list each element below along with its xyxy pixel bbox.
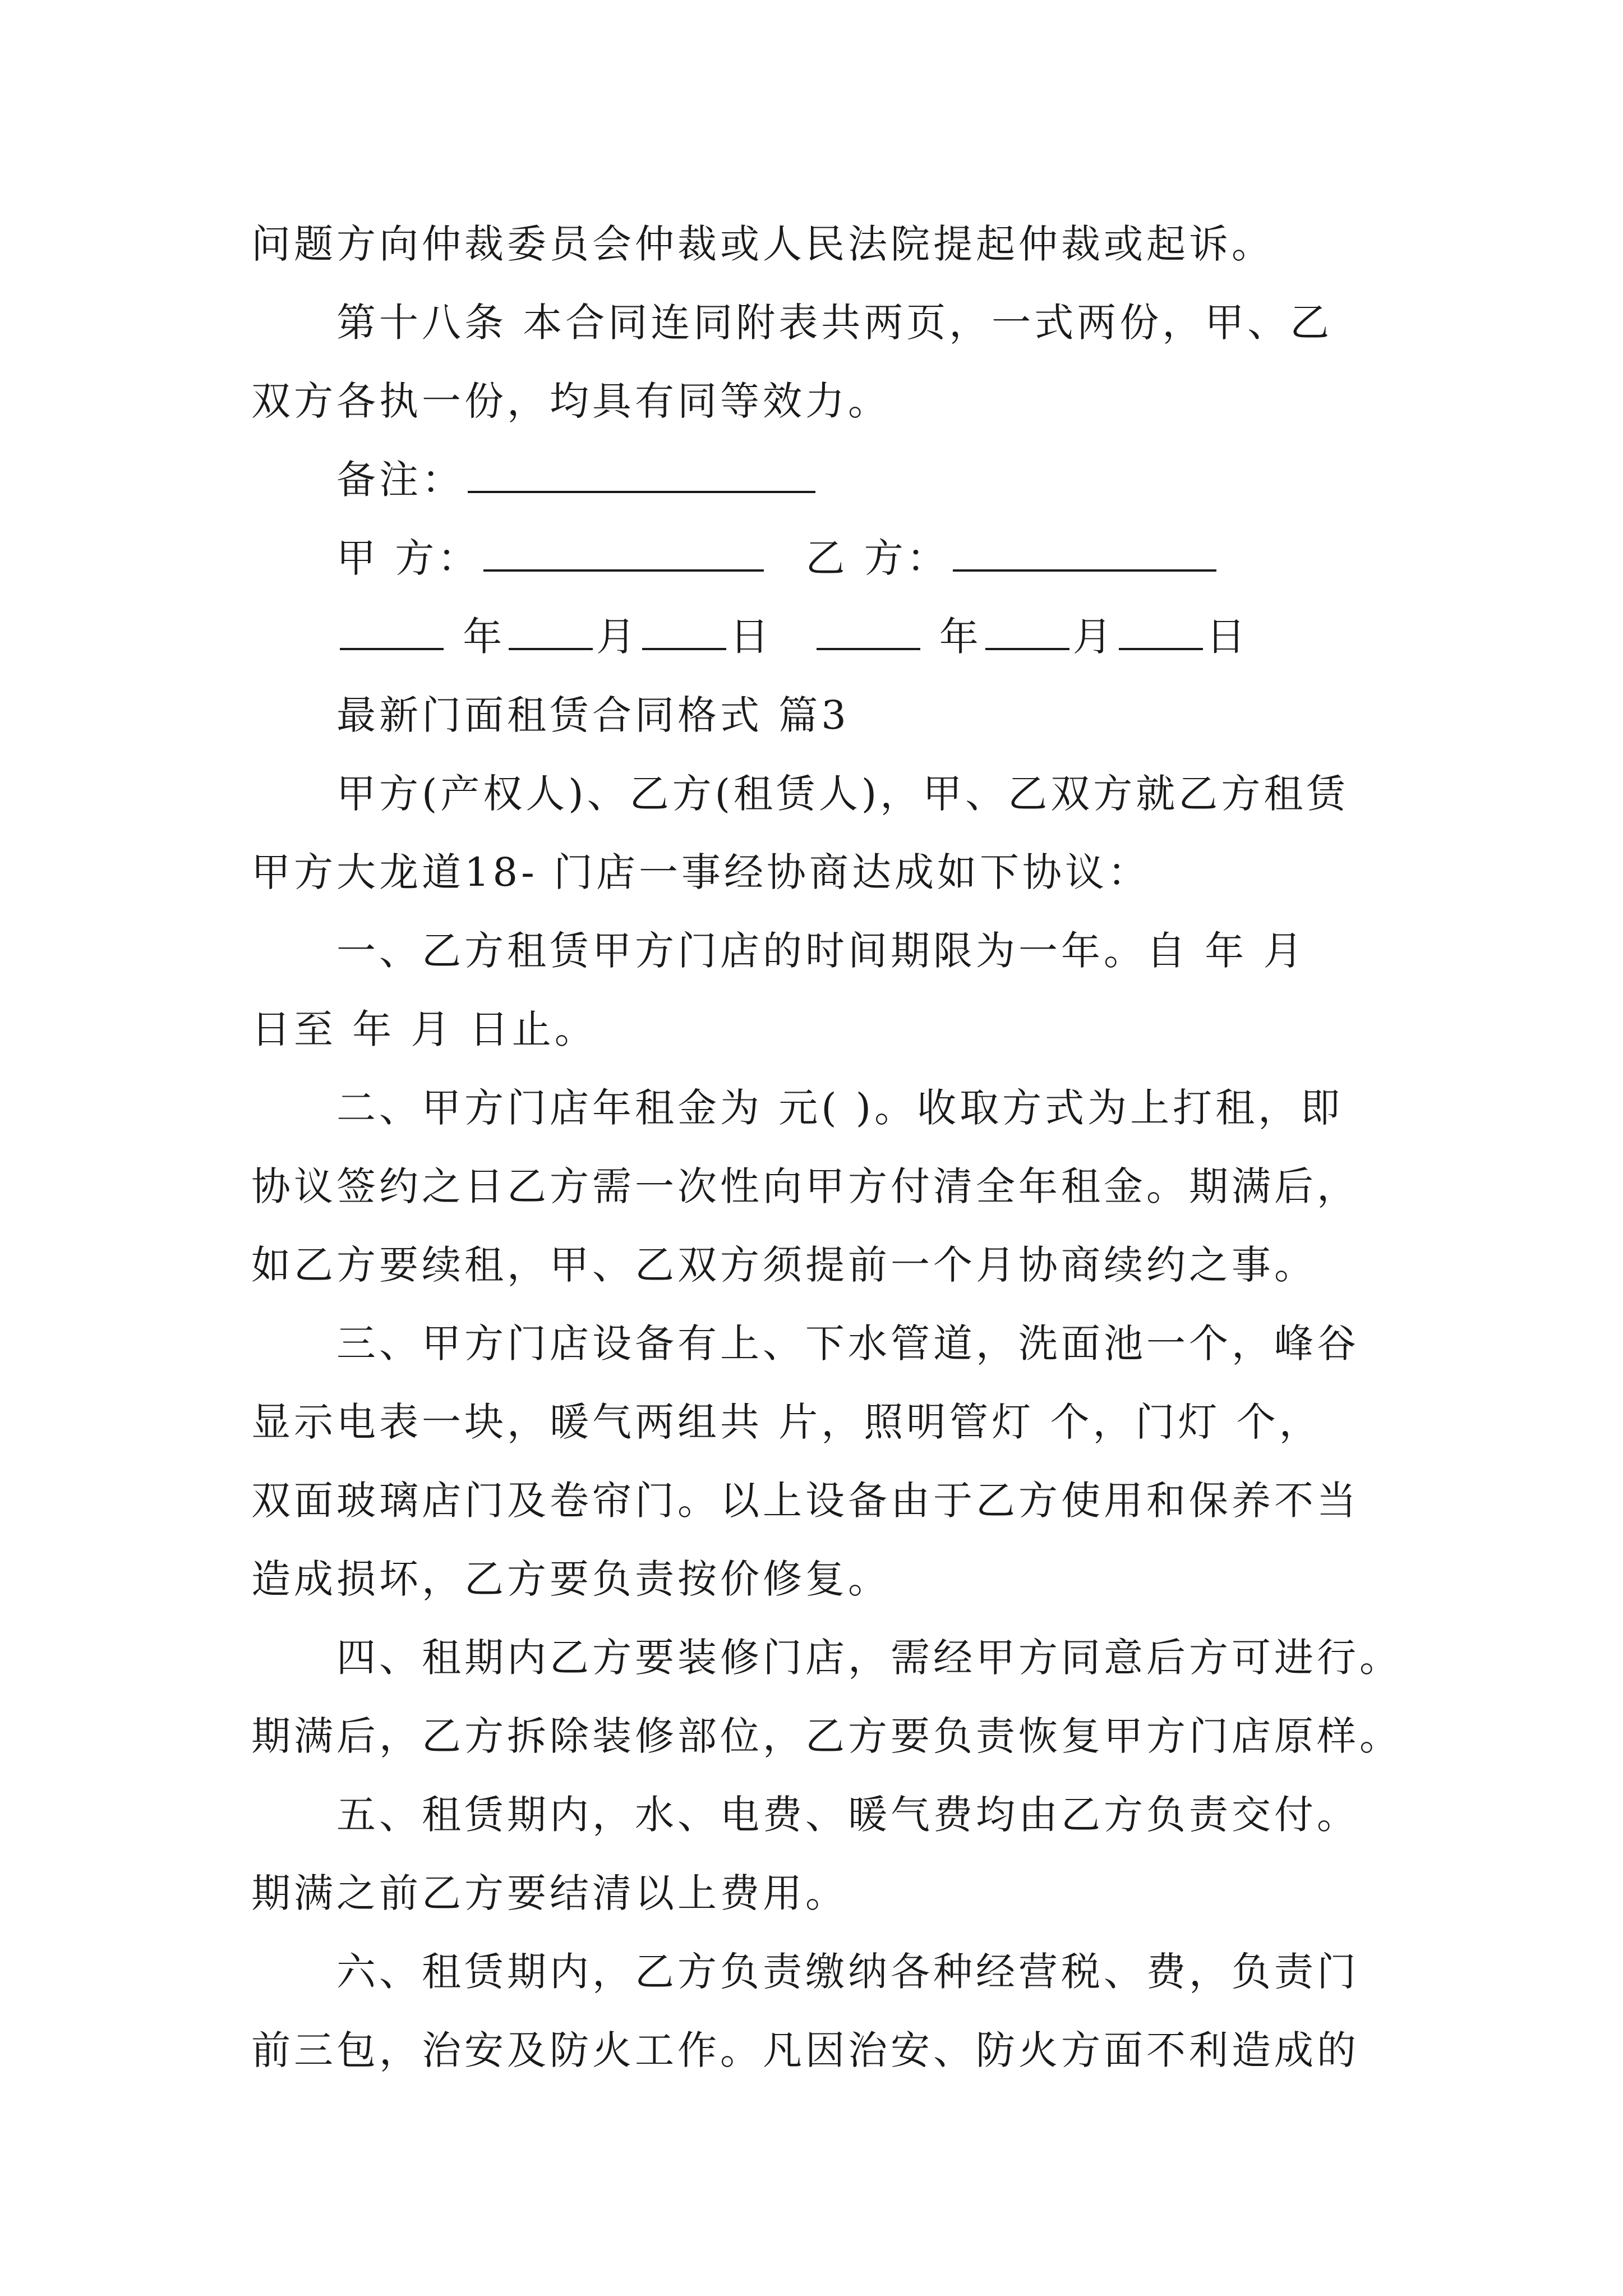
- body-line: 协议签约之日乙方需一次性向甲方付清全年租金。期满后，: [251, 1163, 1359, 1209]
- body-line: 显示电表一块，暖气两组共 片，照明管灯 个，门灯 个，: [251, 1399, 1322, 1445]
- month-label-b: 月: [1072, 614, 1115, 660]
- year-blank-a: [340, 609, 444, 650]
- body-line: 五、租赁期内，水、电费、暖气费均由乙方负责交付。: [336, 1792, 1359, 1838]
- party-b-blank: [953, 530, 1216, 572]
- section-heading: 最新门面租赁合同格式 篇3: [336, 692, 850, 738]
- signature-row: [336, 527, 1220, 589]
- body-line: 造成损坏，乙方要负责按价修复。: [251, 1556, 891, 1602]
- body-line: 二、甲方门店年租金为 元( )。收取方式为上打租，即: [336, 1085, 1344, 1131]
- body-line: 四、租期内乙方要装修门店，需经甲方同意后方可进行。: [336, 1635, 1402, 1681]
- year-blank-b: [817, 609, 920, 650]
- body-line: 甲方大龙道18- 门店一事经协商达成如下协议：: [251, 849, 1150, 895]
- party-a-blank: [483, 530, 764, 572]
- body-line: 甲方(产权人)、乙方(租赁人)，甲、乙双方就乙方租赁: [336, 771, 1349, 817]
- month-label-a: 月: [596, 614, 639, 660]
- day-label-a: 日: [730, 614, 773, 660]
- text-line-3: 双方各执一份，均具有同等效力。: [251, 378, 891, 424]
- body-line: 如乙方要续租，甲、乙双方须提前一个月协商续约之事。: [251, 1242, 1317, 1288]
- body-line: 前三包，治安及防火工作。凡因治安、防火方面不利造成的: [251, 2027, 1359, 2073]
- body-line: 一、乙方租赁甲方门店的时间期限为一年。自 年 月: [336, 928, 1306, 974]
- body-line: 双面玻璃店门及卷帘门。以上设备由于乙方使用和保养不当: [251, 1478, 1359, 1524]
- body-line: 期满后，乙方拆除装修部位，乙方要负责恢复甲方门店原样。: [251, 1713, 1402, 1759]
- body-line: 日至 年 月 日止。: [251, 1006, 597, 1052]
- body-line: 三、甲方门店设备有上、下水管道，洗面池一个，峰谷: [336, 1320, 1359, 1366]
- day-blank-a: [642, 609, 726, 650]
- body-line: 六、租赁期内，乙方负责缴纳各种经营税、费，负责门: [336, 1949, 1359, 1995]
- month-blank-a: [509, 609, 593, 650]
- text-line-1: 问题方向仲裁委员会仲裁或人民法院提起仲裁或起诉。: [251, 221, 1274, 267]
- year-label-a: 年: [463, 614, 506, 660]
- day-blank-b: [1119, 609, 1203, 650]
- remark-row: [336, 449, 819, 510]
- day-label-b: 日: [1206, 614, 1249, 660]
- text-line-2: 第十八条 本合同连同附表共两页，一式两份，甲、乙: [336, 300, 1333, 346]
- party-a-label: 甲 方：: [336, 535, 481, 581]
- year-label-b: 年: [939, 614, 982, 660]
- month-blank-b: [985, 609, 1069, 650]
- date-row: [336, 606, 1249, 668]
- remark-blank: [468, 452, 815, 493]
- party-b-label: 乙 方：: [805, 535, 949, 581]
- body-line: 期满之前乙方要结清以上费用。: [251, 1870, 848, 1916]
- remark-label: 备注：: [336, 457, 464, 503]
